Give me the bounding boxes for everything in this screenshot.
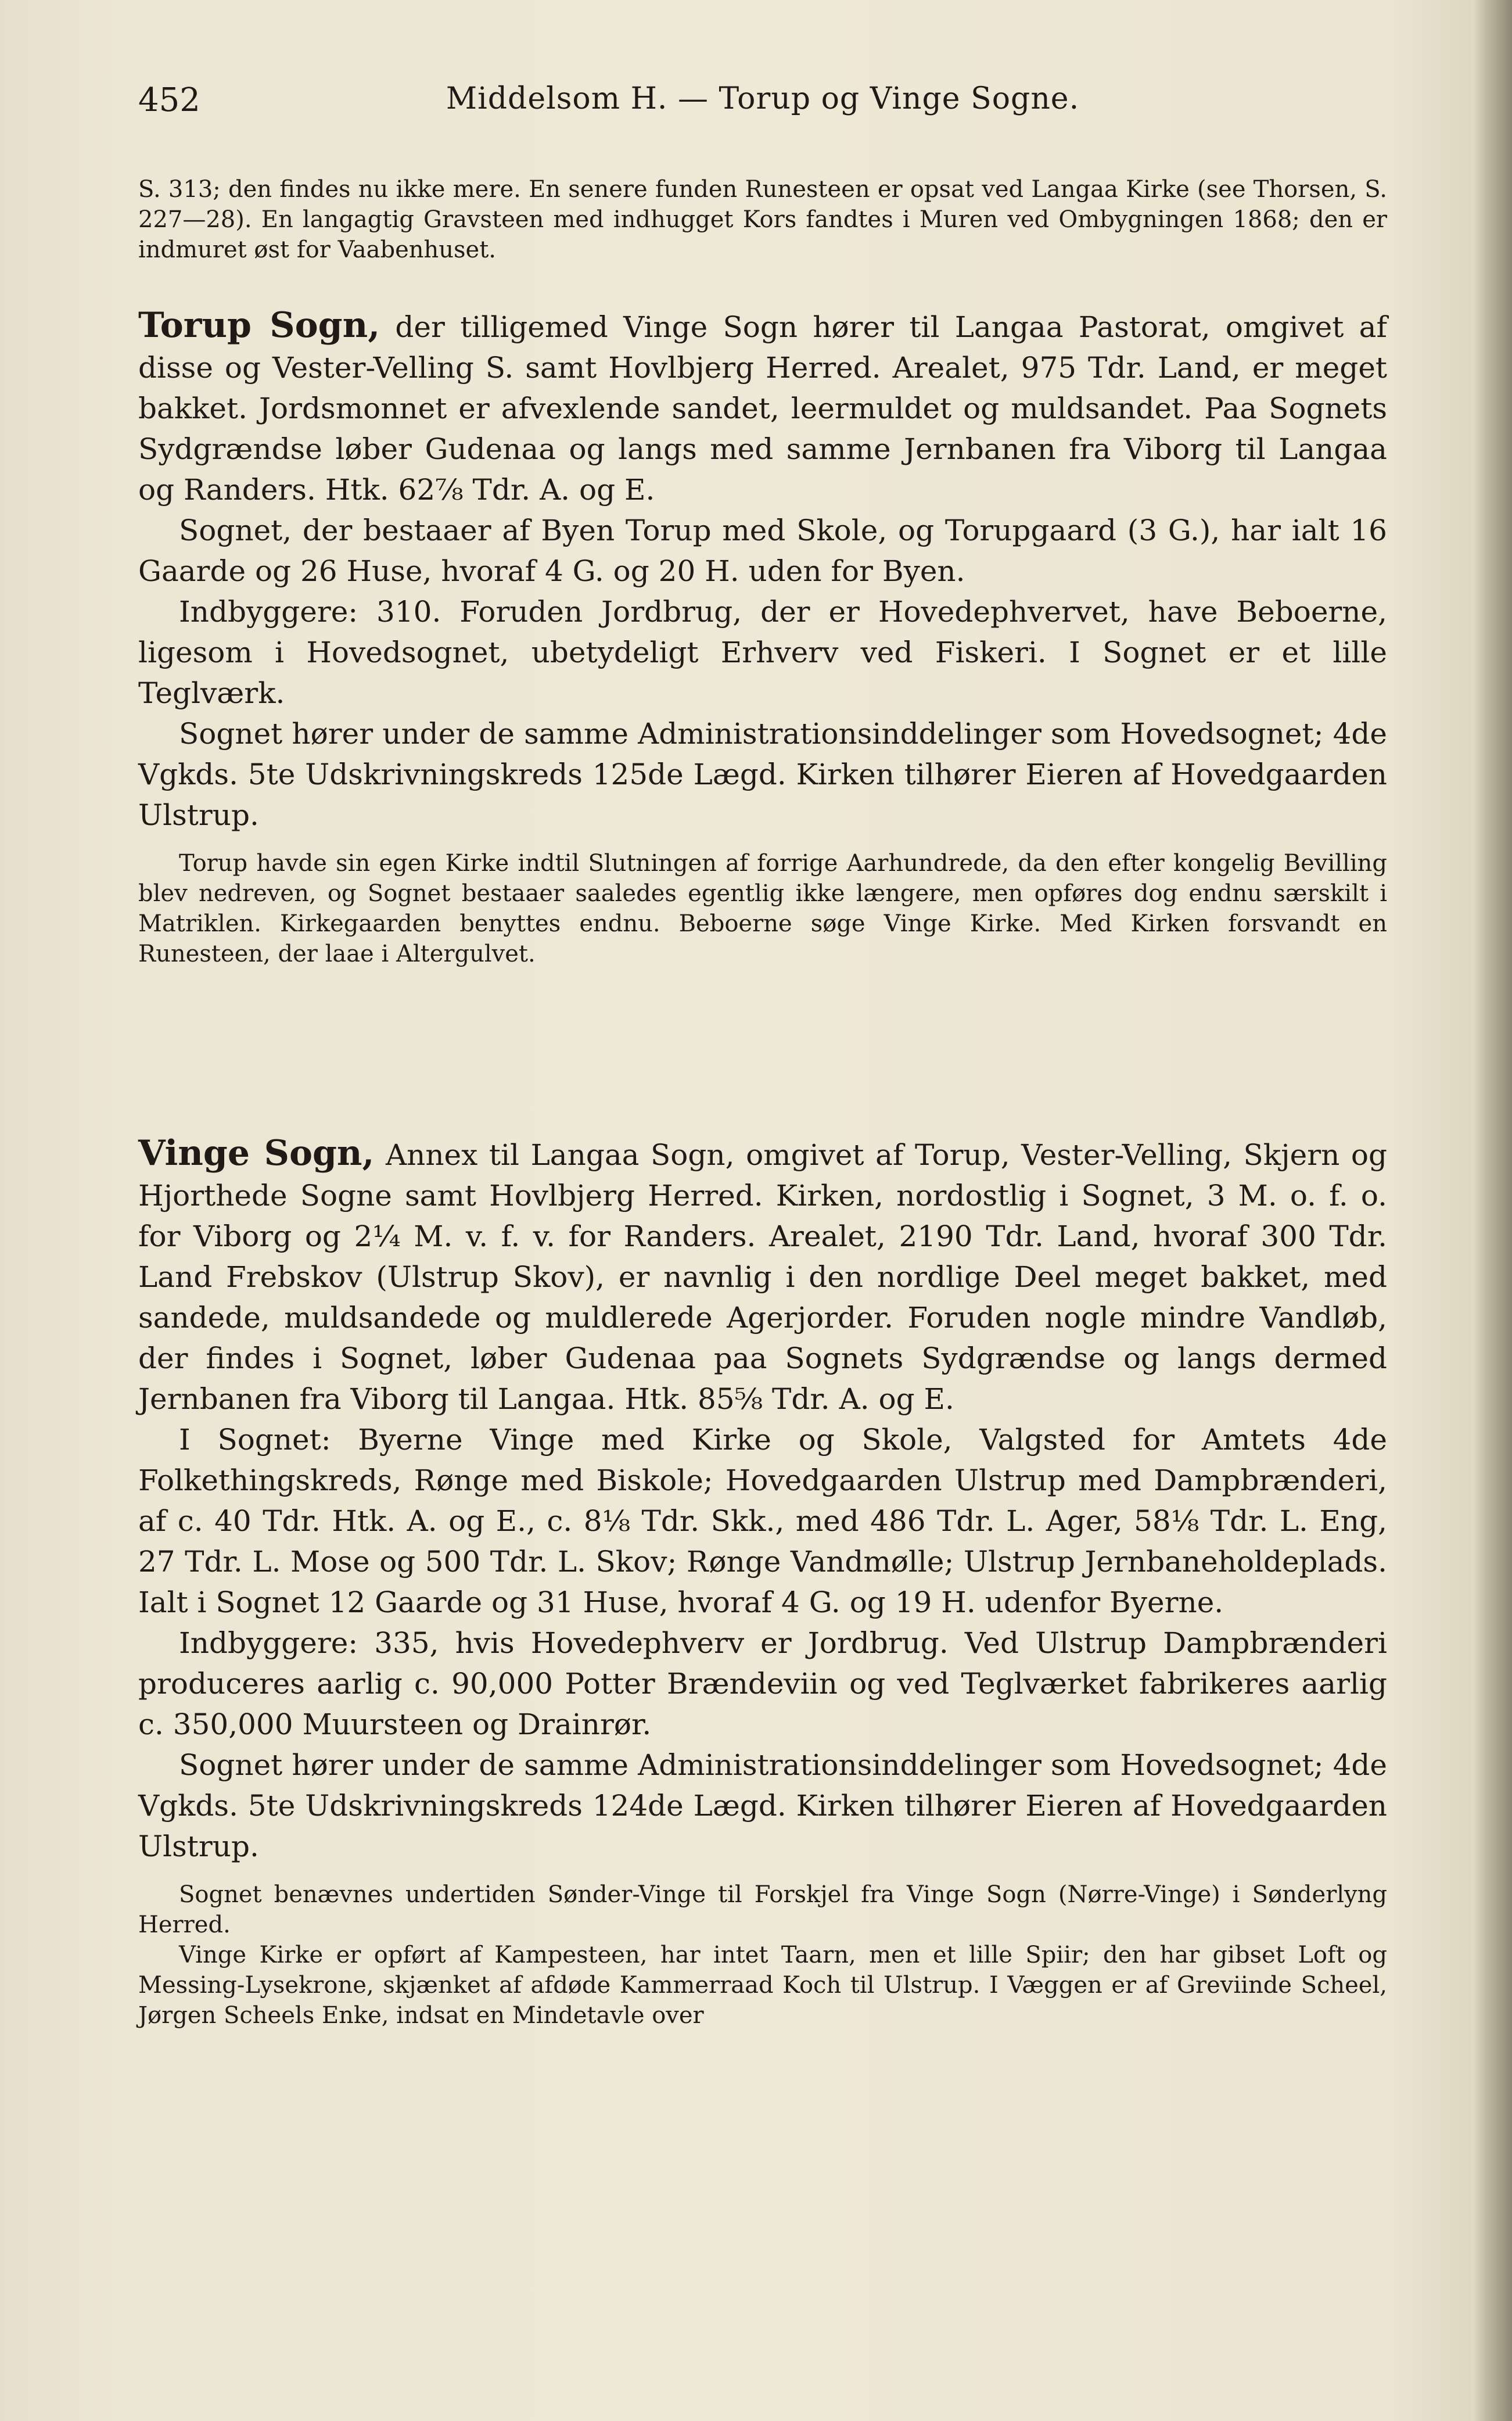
torup-section bbox=[138, 305, 1387, 969]
running-title: Middelsom H. — Torup og Vinge Sogne. bbox=[446, 81, 1080, 116]
intro-note bbox=[138, 174, 1387, 265]
page-gutter bbox=[1471, 0, 1512, 2421]
vinge-heading: Vinge Sogn, bbox=[138, 1133, 375, 1174]
page-number: 452 bbox=[138, 81, 200, 119]
vinge-paragraph-2: I Sognet: Byerne Vinge med Kirke og Skole, Valgsted for Amtets 4de Folkethingskreds, Rønge med Biskole; Hovedgaarden Ulstrup med Dampbrænderi, af c. 40 Tdr. Htk. A. og E., c. 8⅛ Tdr. Skk., med 486 Tdr. L. Ager, 58⅛ Tdr. L. Eng, 27 Tdr. L. Mose og 500 Tdr. L. Skov; Rønge Vandmølle; Ulstrup Jernbaneholdeplads. Ialt i Sognet 12 Gaarde og 31 Huse, hvoraf 4 G. og 19 H. udenfor Byerne. bbox=[138, 1423, 1387, 1619]
vinge-note-2: Vinge Kirke er opført af Kampesteen, har intet Taarn, men et lille Spiir; den har gibset Loft og Messing-Lysekrone, skjænket af afdøde Kammerraad Koch til Ulstrup. I Væggen er af Greviinde Scheel, Jørgen Scheels Enke, indsat en Mindetavle over bbox=[138, 1942, 1387, 2029]
torup-heading: Torup Sogn, bbox=[138, 305, 380, 346]
torup-paragraph-1: der tilligemed Vinge Sogn hører til Langaa Pastorat, omgivet af disse og Vester-Velling S. samt Hovlbjerg Herred. Arealet, 975 Tdr. Land, er meget bakket. Jordsmonnet er afvexlende sandet, leermuldet og muldsandet. Paa Sognets Sydgrændse løber Gudenaa og langs med samme Jernbanen fra Viborg til Langaa og Randers. Htk. 62⅞ Tdr. A. og E. bbox=[138, 310, 1387, 507]
page-header bbox=[138, 81, 1387, 128]
intro-note-text: S. 313; den findes nu ikke mere. En senere funden Runesteen er opsat ved Langaa Kirke (see Thorsen, S. 227—28). En langagtig Gravsteen med indhugget Kors fandtes i Muren ved Ombygningen 1868; den er indmuret øst for Vaabenhuset. bbox=[138, 176, 1387, 263]
vinge-section bbox=[138, 1133, 1387, 2031]
torup-paragraph-2: Sognet, der bestaaer af Byen Torup med Skole, og Torupgaard (3 G.), har ialt 16 Gaarde og 26 Huse, hvoraf 4 G. og 20 H. uden for Byen. bbox=[138, 514, 1387, 588]
vinge-paragraph-1: Annex til Langaa Sogn, omgivet af Torup, Vester-Velling, Skjern og Hjorthede Sogne samt Hovlbjerg Herred. Kirken, nordostlig i Sognet, 3 M. o. f. o. for Viborg og 2¼ M. v. f. v. for Randers. Arealet, 2190 Tdr. Land, hvoraf 300 Tdr. Land Frebskov (Ulstrup Skov), er navnlig i den nordlige Deel meget bakket, med sandede, muldsandede og muldlerede Agerjorder. Foruden nogle mindre Vandløb, der findes i Sognet, løber Gudenaa paa Sognets Sydgrændse og langs dermed Jernbanen fra Viborg til Langaa. Htk. 85⅝ Tdr. A. og E. bbox=[138, 1138, 1387, 1416]
vinge-paragraph-3: Indbyggere: 335, hvis Hovedерhverv er Jordbrug. Ved Ulstrup Dampbrænderi produceres aarlig c. 90,000 Potter Brændeviin og ved Teglværket fabrikeres aarlig c. 350,000 Muursteen og Drainrør. bbox=[138, 1626, 1387, 1741]
torup-note: Torup havde sin egen Kirke indtil Slutningen af forrige Aarhundrede, da den efter kongelig Bevilling blev nedreven, og Sognet bestaaer saaledes egentlig ikke længere, men opføres dog endnu særskilt i Matriklen. Kirkegaarden benyttes endnu. Beboerne søge Vinge Kirke. Med Kirken forsvandt en Runesteen, der laae i Altergulvet. bbox=[138, 850, 1387, 967]
vinge-paragraph-4: Sognet hører under de samme Administrationsinddelinger som Hovedsognet; 4de Vgkds. 5te Udskrivningskreds 124de Lægd. Kirken tilhører Eieren af Hovedgaarden Ulstrup. bbox=[138, 1748, 1387, 1863]
torup-paragraph-4: Sognet hører under de samme Administrationsinddelinger som Hovedsognet; 4de Vgkds. 5te Udskrivningskreds 125de Lægd. Kirken tilhører Eieren af Hovedgaarden Ulstrup. bbox=[138, 717, 1387, 832]
vinge-note-1: Sognet benævnes undertiden Sønder-Vinge til Forskjel fra Vinge Sogn (Nørre-Vinge) i Sønderlyng Herred. bbox=[138, 1881, 1387, 1938]
torup-paragraph-3: Indbyggere: 310. Foruden Jordbrug, der er Hovedерhvervet, have Beboerne, ligesom i Hovedsognet, ubetydeligt Erhverv ved Fiskeri. I Sognet er et lille Teglværk. bbox=[138, 595, 1387, 710]
